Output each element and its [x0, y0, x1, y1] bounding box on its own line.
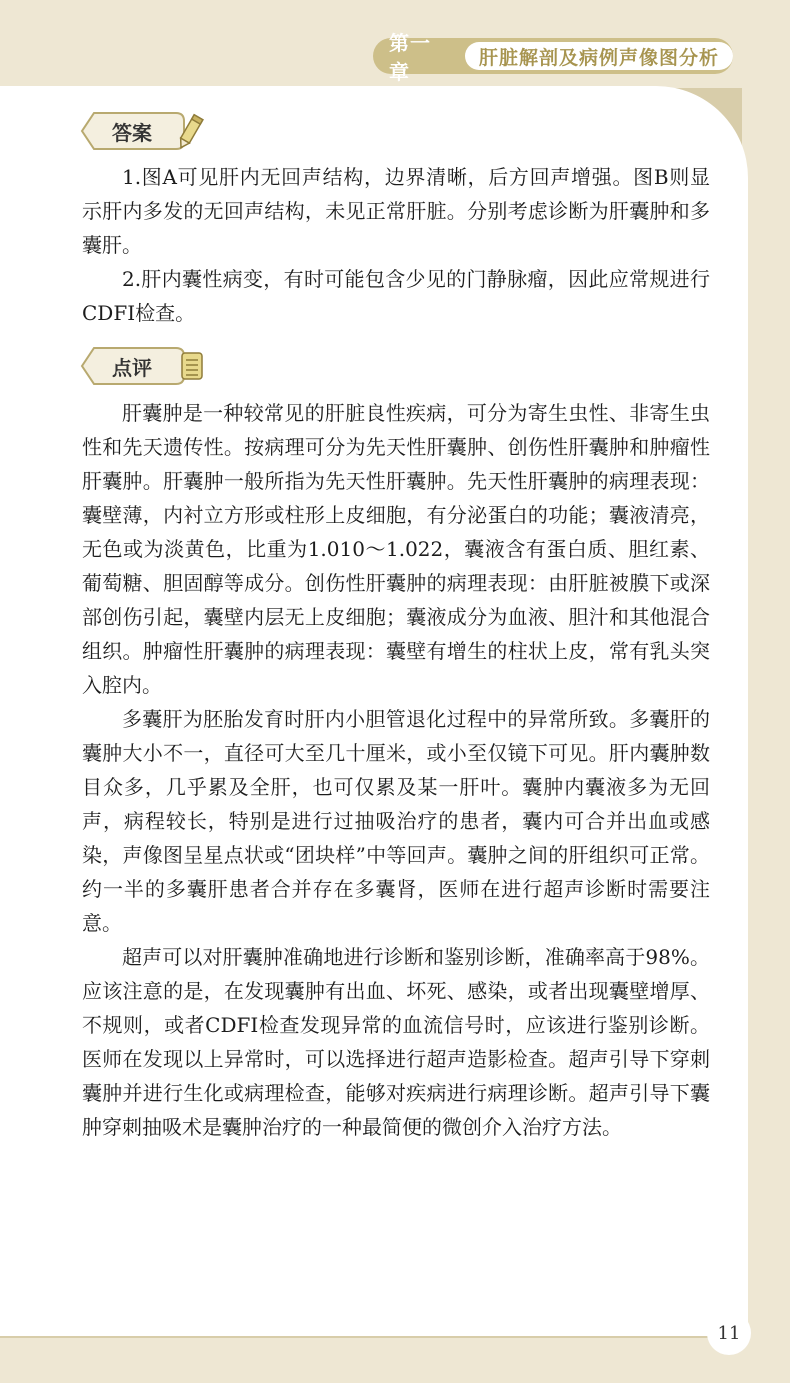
bottom-band	[0, 1338, 790, 1383]
chapter-number: 第一章	[389, 31, 431, 84]
answer-paragraph: 1.图A可见肝内无回声结构，边界清晰，后方回声增强。图B则显示肝内多发的无回声结构，未见正常肝脏。分别考虑诊断为肝囊肿和多囊肝。	[82, 165, 710, 257]
answer-label: 答案	[112, 121, 152, 145]
comment-paragraph: 超声可以对肝囊肿准确地进行诊断和鉴别诊断，准确率高于98%。应该注意的是，在发现囊肿有出血、坏死、感染，或者出现囊壁增厚、不规则，或者CDFI检查发现异常的血流信号时，应该进行鉴别诊断。医师在发现以上异常时，可以选择进行超声造影检查。超声引导下穿刺囊肿并进行生化或病理检查，能够对疾病进行病理诊断。超声引导下囊肿穿刺抽吸术是囊肿治疗的一种最简便的微创介入治疗方法。	[82, 945, 710, 1139]
comment-tag	[80, 345, 206, 387]
comment-content	[82, 396, 710, 1144]
comment-paragraph: 多囊肝为胚胎发育时肝内小胆管退化过程中的异常所致。多囊肝的囊肿大小不一，直径可大至几十厘米，或小至仅镜下可见。肝内囊肿数目众多，几乎累及全肝，也可仅累及某一肝叶。囊肿内囊液多为无回声，病程较长，特别是进行过抽吸治疗的患者，囊内可合并出血或感染，声像图呈星点状或“团块样”中等回声。囊肿之间的肝组织可正常。约一半的多囊肝患者合并存在多囊肾，医师在进行超声诊断时需要注意。	[82, 707, 710, 935]
chapter-title: 肝脏解剖及病例声像图分析	[478, 46, 719, 69]
answer-content	[82, 160, 710, 330]
answer-paragraph: 2.肝内囊性病变，有时可能包含少见的门静脉瘤，因此应常规进行CDFI检查。	[82, 267, 710, 325]
right-band	[742, 88, 790, 1338]
chapter-header	[373, 31, 733, 84]
pencil-icon	[176, 112, 204, 152]
comment-paragraph: 肝囊肿是一种较常见的肝脏良性疾病，可分为寄生虫性、非寄生虫性和先天遗传性。按病理可分为先天性肝囊肿、创伤性肝囊肿和肿瘤性肝囊肿。肝囊肿一般所指为先天性肝囊肿。先天性肝囊肿的病理表现：囊壁薄，内衬立方形或柱形上皮细胞，有分泌蛋白的功能；囊液清亮，无色或为淡黄色，比重为1.010～1.022，囊液含有蛋白质、胆红素、葡萄糖、胆固醇等成分。创伤性肝囊肿的病理表现：由肝脏被膜下或深部创伤引起，囊壁内层无上皮细胞；囊液成分为血液、胆汁和其他混合组织。肿瘤性肝囊肿的病理表现：囊壁有增生的柱状上皮，常有乳头突入腔内。	[82, 401, 710, 697]
page-number: 11	[717, 1322, 741, 1344]
page-number-badge	[707, 1311, 751, 1355]
answer-tag	[80, 110, 206, 152]
notes-icon	[180, 351, 204, 381]
chapter-title-box	[465, 42, 733, 70]
comment-label: 点评	[112, 356, 152, 380]
